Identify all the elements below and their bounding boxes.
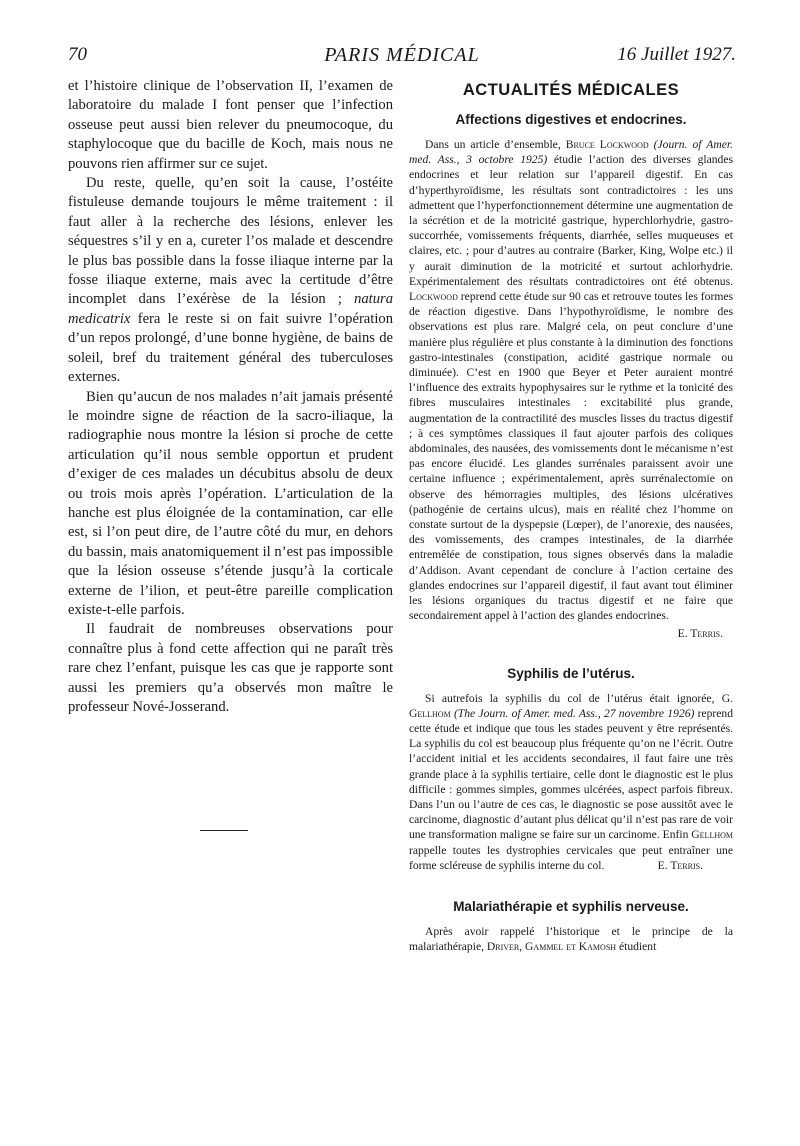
left-paragraph-1: et l’histoire clinique de l’observation II, l’examen de laboratoire du malade I font penser que l’infection osseuse peut aussi bien relever du pneumocoque, du staphylocoque que du bacille de Koch, mais nous ne pouvons rien affirmer sur ce sujet. [68, 78, 393, 172]
italic-phrase: natura medicatrix [68, 291, 393, 327]
section-title-malariatherapie: Malariathérapie et syphilis nerveuse. [453, 898, 689, 914]
article-syphilis-uterus: Si autrefois la syphilis du col de l’utérus était ignorée, G. Gellhom (The Journ. of Amer. med. Ass., 27 novembre 1926) reprend cette étude et indique que tous les stades peuvent y être représentés. La syphilis du col est beaucoup plus fréquente qu’on ne l’écrit. Outre l’accident initial et les accidents secondaires, il faut faire une très grande place à la syphilis tertiaire, celle dont le diagnostic est le plus difficile : gommes simples, gommes ulcérées, aspect parfois fibreux. Dans l’un ou l’autre de ces cas, le diagnostic se pose aussitôt avec le carcinome, diagnostic d’autant plus délicat qu’il n’est pas rare de voir une transformation maligne se faire sur un carcinome. Enfin Gellhom rappelle toutes les dystrophies cervicales que peut entraîner une forme scléreuse de syphilis interne du col. E. Terris. [409, 691, 733, 872]
journal-title: PARIS MÉDICAL [324, 44, 480, 66]
author-name: Lockwood [409, 290, 458, 304]
left-paragraph-3: Bien qu’aucun de nos malades n’ait jamais présenté le moindre signe de réaction de la sacro-iliaque, la radiographie nous montre la lésion si proche de cette articulation qu’il nous semble opportun et prudent d’exiger de ces malades un décubitus absolu de deux ou trois mois après l’opération. L’articulation de la hanche est plus éloignée de la contamination, car elle est, si l’on peut dire, de l’autre côté du mur, en dehors du bassin, mais anatomiquement il n’est pas impossible que la lésion osseuse s’étende jusqu’à la corticale externe de l’ilion, et peut-être pareille complication existe-t-elle parfois. [68, 388, 393, 618]
reference: (Journ. of Amer. med. Ass., 3 octobre 1925) [409, 138, 733, 167]
section-title-syphilis-uterus: Syphilis de l’utérus. [507, 665, 635, 681]
article-malariatherapie: Après avoir rappelé l’historique et le principe de la malariathérapie, Driver, Gammel et Kamosh étudient [409, 924, 733, 954]
issue-date: 16 Juillet 1927. [617, 44, 736, 65]
left-paragraph-4: Il faudrait de nombreuses observations pour connaître plus à fond cette affection qui ne paraît très rare chez l’enfant, puisque les cas que je rapporte sont aussi les premiers qu’a observés mon maître le professeur Nové-Josserand. [68, 621, 393, 715]
author-name: G. Gellhom [409, 691, 733, 720]
author-name: Bruce Lockwood [565, 138, 649, 151]
author-name: Gellhom [691, 828, 733, 842]
rubric-title: ACTUALITÉS MÉDICALES [462, 81, 680, 99]
signature: E. Terris. [677, 626, 723, 640]
author-name: Driver, Gammel et Kamosh [486, 940, 617, 954]
signature: E. Terris. [657, 858, 703, 872]
section-title-digestive: Affections digestives et endocrines. [455, 112, 687, 127]
reference: (The Journ. of Amer. med. Ass., 27 novembre 1926) [453, 706, 695, 720]
article-digestive: Dans un article d’ensemble, Bruce Lockwood (Journ. of Amer. med. Ass., 3 octobre 1925) étudie l’action des diverses glandes endocrines et leur relation sur l’appareil digestif. En cas d’hyperthyroïdisme, les résultats sont contradictoires : les uns admettent que l’hyperfonctionnement détermine une augmentation de la sécrétion et de la motricité gastrique, hyperchlorhydrie, gastro-succorrhée, vomissements fréquents, diarrhée, selles muqueuses et claires, etc. ; pour d’autres au contraire (Barker, King, Wolpe etc.) il y aurait diminution de la motricité et surtout achlorhydrie. Expérimentalement des résultats contradictoires ont été obtenus. Lockwood reprend cette étude sur 90 cas et retrouve toutes les formes de réaction digestive. Dans l’hypothyroïdisme, le nombre des observations est plus rare. Malgré cela, on peut conclure d’une manière plus régulière et plus constante à la diminution des fonctions gastro-intestinales (constipation, acidité gastrique normale ou diminuée). C’est en 1900 que Beyer et Peter auraient montré l’influence des extraits hypophysaires sur le rythme et la tonicité des fibres musculaires intestinales : excitabilité plus grande, augmentation de la contractilité des muscles lisses du tractus digestif ; à ces symptômes classiques il faut ajouter parfois des coliques abdominales, des nausées, des vomissements dont le mécanisme n’est pas encore élucidé. Les glandes surrénales paraissent avoir une certaine influence ; expérimentalement, après surrénalectomie on observe des hémorragies multiples, des lésions ulcératives (pathogénie de certains ulcus), mais en réalité chez l’homme on constate surtout de la dyspepsie (Lœper), de l’anorexie, des nausées, des vomissements, des crampes intestinales, de la diarrhée entremêlée de constipation, tous signes observés dans la maladie d’Addison. Avant cependant de conclure à l’action certaine des glandes endocrines sur l’appareil digestif, il faut avant tout éliminer les lésions organiques du tractus digestif et ne faire que secondairement appel à l’action des glandes endocrines. [409, 138, 733, 623]
left-column [68, 77, 393, 717]
right-column [409, 81, 733, 954]
page-header [68, 44, 736, 74]
page-number: 70 [68, 44, 87, 65]
section-divider [200, 830, 248, 831]
left-paragraph-2: Du reste, quelle, qu’en soit la cause, l’ostéite fistuleuse demande toujours le même traitement : il faut aller à la recherche des lésions, enlever les séquestres s’il y en a, cureter l’os malade et descendre le plus bas possible dans la fosse iliaque interne par la fosse iliaque externe, mais avec la certitude d’être incomplet dans l’exérèse de la lésion ; natura medicatrix fera le reste si on fait suivre l’opération d’un repos prolongé, d’une bonne hygiène, de bains de soleil, bref du traitement général des tuberculoses externes. [68, 175, 393, 386]
